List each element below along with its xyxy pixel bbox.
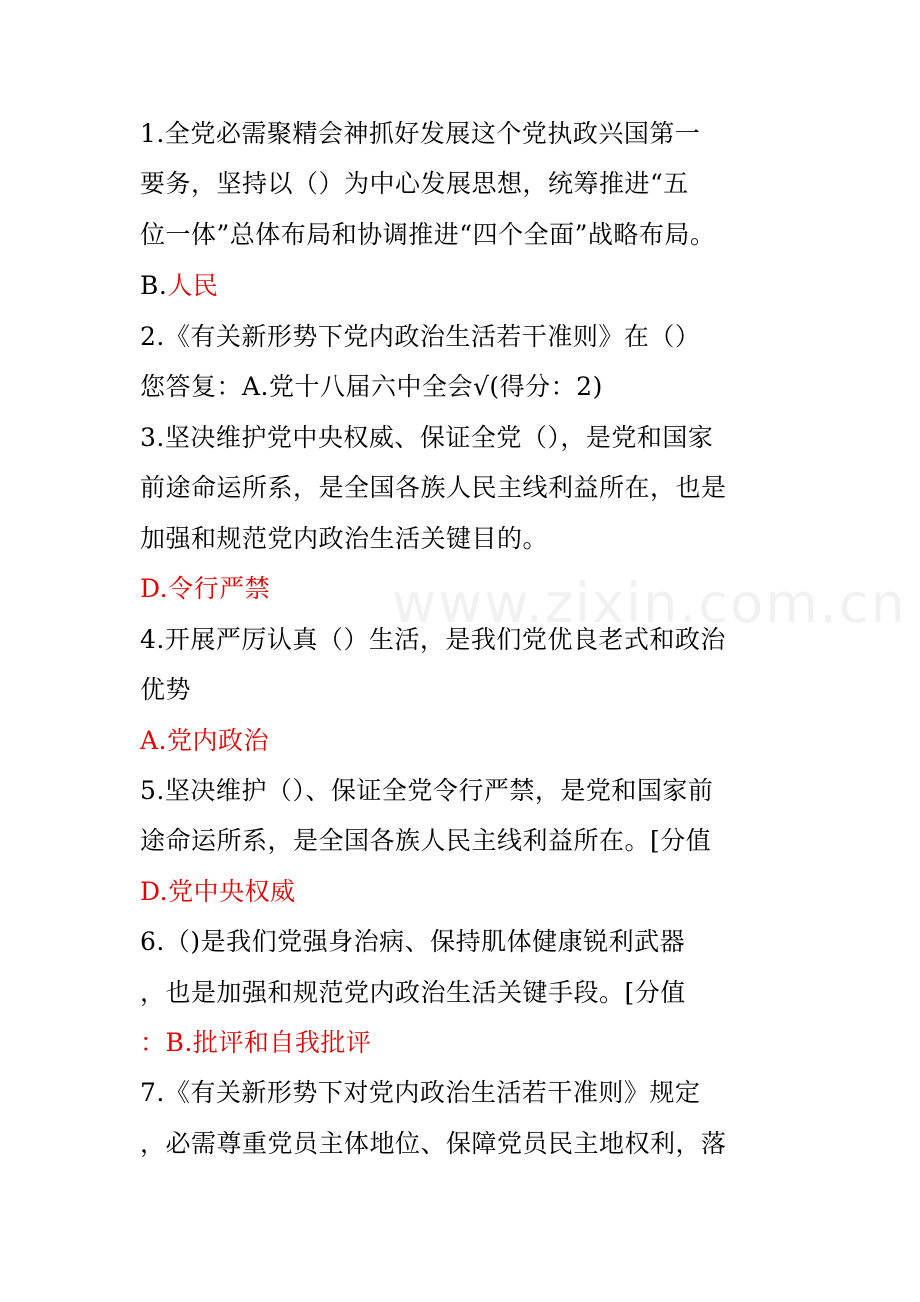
q7-line-1: 7.《有关新形势下对党内政治生活若干准则》规定 (140, 1078, 701, 1107)
q7-line-2: ，必需尊重党员主体地位、保障党员民主地权利，落 (140, 1129, 727, 1158)
q3-line-2: 前途命运所系，是全国各族人民主线利益所在，也是 (140, 473, 727, 502)
q1-answer-text: 人民 (167, 271, 219, 300)
q2-response: 您答复：A.党十八届六中全会√(得分：2) (140, 372, 603, 401)
q4-line-2: 优势 (140, 675, 192, 704)
watermark: www.zixin.com.cn (392, 572, 907, 635)
q3-answer: D.令行严禁 (140, 574, 271, 603)
q6-line-2: ，也是加强和规范党内政治生活关键手段。[分值 (140, 978, 686, 1007)
q3-line-3: 加强和规范党内政治生活关键目的。 (140, 524, 549, 553)
q2-line-1: 2.《有关新形势下党内政治生活若干准则》在（） (140, 322, 701, 351)
q5-line-2: 途命运所系，是全国各族人民主线利益所在。[分值 (140, 826, 712, 855)
q4-answer: A.党内政治 (140, 726, 270, 755)
q1-line-1: 1.全党必需聚精会神抓好发展这个党执政兴国第一 (140, 119, 701, 148)
q1-line-3: 位一体”总体布局和协调推进“四个全面”战略布局。 (140, 220, 716, 249)
q5-line-1: 5.坚决维护（）、保证全党令行严禁，是党和国家前 (140, 776, 714, 805)
q4-line-1: 4.开展严厉认真（）生活，是我们党优良老式和政治 (140, 625, 726, 654)
q6-answer: ：B.批评和自我批评 (140, 1028, 372, 1057)
q5-answer: D.党中央权威 (140, 877, 296, 906)
q1-line-2: 要务，坚持以（）为中心发展思想，统筹推进“五 (140, 169, 689, 198)
q1-answer (140, 271, 218, 301)
q1-answer-prefix: B. (140, 271, 168, 300)
q6-line-1: 6.（)是我们党强身治病、保持肌体健康锐利武器 (140, 927, 686, 956)
q3-line-1: 3.坚决维护党中央权威、保证全党（），是党和国家 (140, 423, 714, 452)
